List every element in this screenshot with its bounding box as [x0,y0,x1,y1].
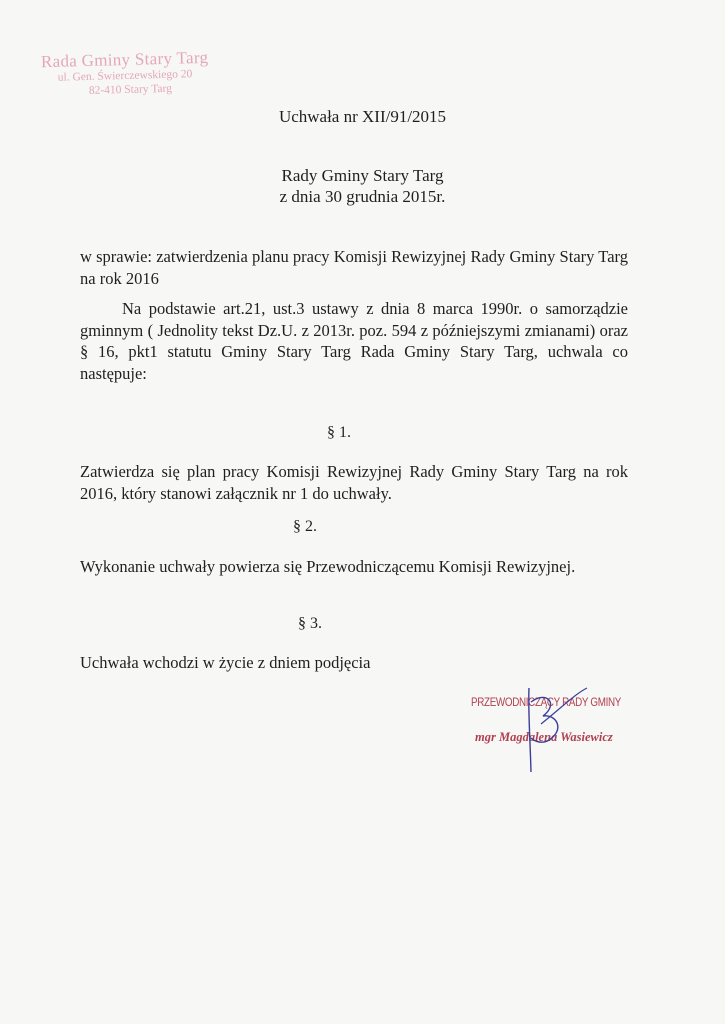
section-2-text: Wykonanie uchwały powierza się Przewodniczącemu Komisji Rewizyjnej. [80,557,576,576]
section-2-heading: § 2. [293,518,317,535]
council-stamp [29,48,220,101]
legal-basis-paragraph: Na podstawie art.21, ust.3 ustawy z dnia 8 marca 1990r. o samorządzie gminnym ( Jednolity tekst Dz.U. z 2013r. poz. 594 z późniejszymi zmianami) oraz § 16, pkt1 statutu Gminy Stary Targ Rada Gminy Stary Targ, uchwala co następuje: [80,299,628,383]
resolution-issuer: Rady Gminy Stary Targ [281,166,444,185]
section-3-heading: § 3. [298,615,322,632]
section-1-text: Zatwierdza się plan pracy Komisji Rewizyjnej Rady Gminy Stary Targ na rok 2016, który stanowi załącznik nr 1 do uchwały. [80,462,628,503]
signature-block [465,680,665,780]
signature-title: PRZEWODNICZĄCY RADY GMINY [471,695,621,709]
stamp-line-name: Rada Gminy Stary Targ [40,47,209,72]
section-3-text: Uchwała wchodzi w życie z dniem podjęcia [80,653,371,672]
resolution-subject: w sprawie: zatwierdzenia planu pracy Komisji Rewizyjnej Rady Gminy Stary Targ na rok 2016 [80,247,628,288]
section-1-heading: § 1. [327,424,351,441]
stamp-line-street: ul. Gen. Świerczewskiego 20 [57,68,193,85]
stamp-line-city: 82-410 Stary Targ [88,82,173,98]
signature-name: mgr Magdalena Wasiewicz [475,730,613,744]
handwritten-signature [465,680,665,780]
resolution-title: Uchwała nr XII/91/2015 [278,107,447,126]
resolution-date: z dnia 30 grudnia 2015r. [279,187,446,206]
